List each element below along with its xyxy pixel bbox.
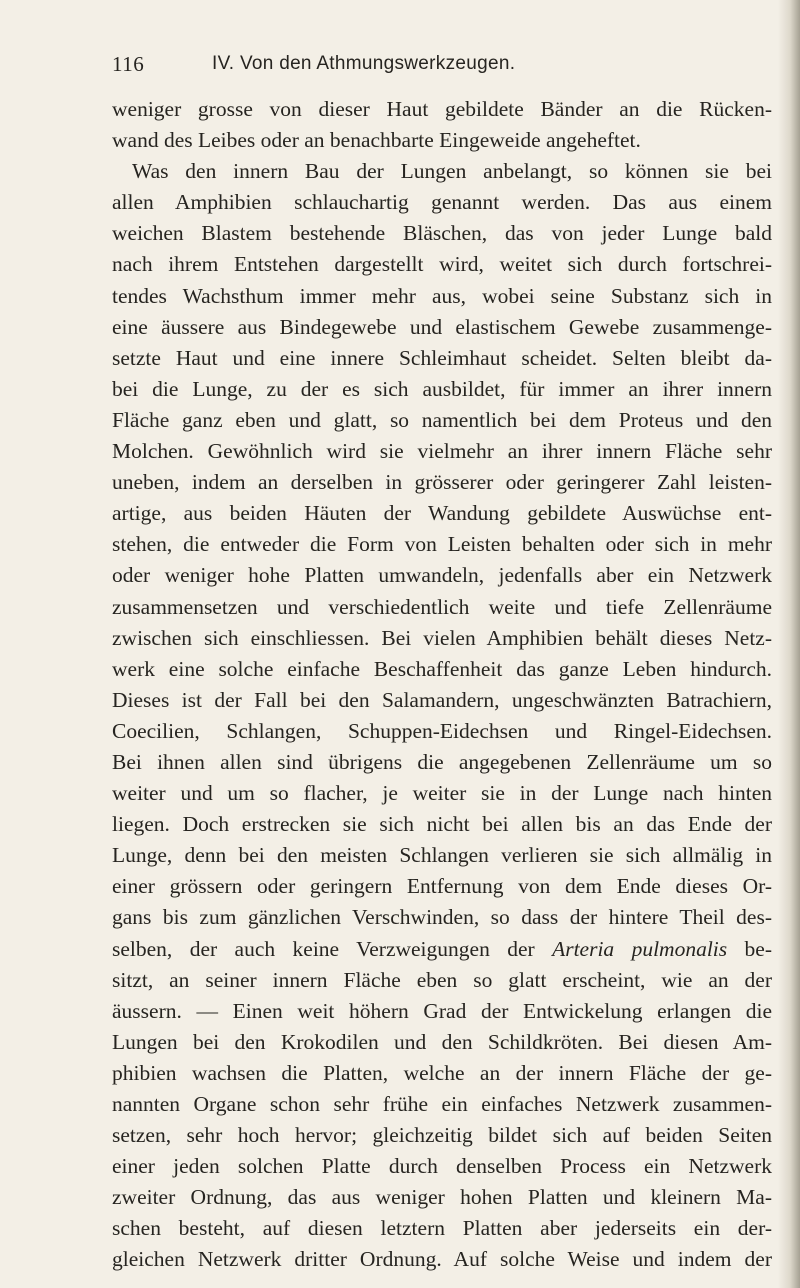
text-line: allen Amphibien schlauchartig genannt werden. Das aus einem bbox=[112, 190, 772, 215]
text-line: setzen, sehr hoch hervor; gleichzeitig bildet sich auf beiden Seiten bbox=[112, 1123, 772, 1148]
body-text bbox=[112, 94, 772, 1276]
text-line: stehen, die entweder die Form von Leisten behalten oder sich in mehr bbox=[112, 532, 772, 557]
text-line: Was den innern Bau der Lungen anbelangt, so können sie bei bbox=[132, 159, 772, 184]
text-line: Dieses ist der Fall bei den Salamandern, ungeschwänzten Batrachiern, bbox=[112, 687, 772, 712]
text-line: eine äussere aus Bindegewebe und elastischem Gewebe zusammenge- bbox=[112, 314, 772, 339]
text-line: bei die Lunge, zu der es sich ausbildet, für immer an ihrer innern bbox=[112, 376, 772, 401]
page-number: 116 bbox=[112, 52, 145, 76]
text-line: phibien wachsen die Platten, welche an der innern Fläche der ge- bbox=[112, 1060, 772, 1085]
text-line: Lunge, denn bei den meisten Schlangen verlieren sie sich allmälig in bbox=[112, 843, 772, 868]
text-segment: selben, der auch keine Verzweigungen der bbox=[112, 936, 553, 961]
text-line: Bei ihnen allen sind übrigens die angegebenen Zellenräume um so bbox=[112, 749, 772, 774]
text-line: gans bis zum gänzlichen Verschwinden, so dass der hintere Theil des- bbox=[112, 905, 772, 930]
text-line: weichen Blastem bestehende Bläschen, das von jeder Lunge bald bbox=[112, 221, 772, 246]
text-line: liegen. Doch erstrecken sie sich nicht bei allen bis an das Ende der bbox=[112, 812, 772, 837]
text-line: tendes Wachsthum immer mehr aus, wobei seine Substanz sich in bbox=[112, 283, 772, 308]
text-segment: be- bbox=[727, 936, 773, 961]
text-line: Molchen. Gewöhnlich wird sie vielmehr an ihrer innern Fläche sehr bbox=[112, 439, 772, 464]
text-line: zusammensetzen und verschiedentlich weite und tiefe Zellenräume bbox=[112, 594, 772, 619]
text-line: Lungen bei den Krokodilen und den Schildkröten. Bei diesen Am- bbox=[112, 1029, 772, 1054]
text-line: wand des Leibes oder an benachbarte Eingeweide angeheftet. bbox=[112, 128, 641, 153]
text-line: gleichen Netzwerk dritter Ordnung. Auf solche Weise und indem der bbox=[112, 1247, 772, 1272]
text-line: zwischen sich einschliessen. Bei vielen Amphibien behält dieses Netz- bbox=[112, 625, 772, 650]
text-line: nach ihrem Entstehen dargestellt wird, weitet sich durch fortschrei- bbox=[112, 252, 772, 277]
text-line: weniger grosse von dieser Haut gebildete Bänder an die Rücken- bbox=[112, 97, 772, 121]
text-line: uneben, indem an derselben in grösserer oder geringerer Zahl leisten- bbox=[112, 470, 772, 495]
text-line: nannten Organe schon sehr frühe ein einfaches Netzwerk zusammen- bbox=[112, 1092, 772, 1116]
text-line: Fläche ganz eben und glatt, so namentlich bei dem Proteus und den bbox=[112, 407, 772, 432]
text-line: sitzt, an seiner innern Fläche eben so glatt erscheint, wie an der bbox=[112, 967, 772, 992]
latin-term: Arteria pulmonalis bbox=[552, 936, 728, 961]
text-line: Coecilien, Schlangen, Schuppen-Eidechsen und Ringel-Eidechsen. bbox=[112, 718, 772, 743]
page-header bbox=[112, 48, 772, 80]
text-line: zweiter Ordnung, das aus weniger hohen Platten und kleinern Ma- bbox=[112, 1185, 772, 1210]
text-line: setzte Haut und eine innere Schleimhaut scheidet. Selten bleibt da- bbox=[112, 345, 772, 370]
text-line: einer jeden solchen Platte durch denselben Process ein Netzwerk bbox=[112, 1154, 772, 1179]
text-line: äussern. — Einen weit höhern Grad der Entwickelung erlangen die bbox=[112, 998, 772, 1023]
running-head: IV. Von den Athmungswerkzeugen. bbox=[212, 53, 516, 74]
text-line: artige, aus beiden Häuten der Wandung gebildete Auswüchse ent- bbox=[112, 501, 772, 526]
text-line: werk eine solche einfache Beschaffenheit das ganze Leben hindurch. bbox=[112, 656, 772, 681]
text-line: schen besteht, auf diesen letztern Platten aber jederseits ein der- bbox=[112, 1216, 772, 1241]
text-line: oder weniger hohe Platten umwandeln, jedenfalls aber ein Netzwerk bbox=[112, 563, 772, 588]
text-line-with-italic bbox=[112, 934, 772, 965]
text-line: einer grössern oder geringern Entfernung von dem Ende dieses Or- bbox=[112, 874, 772, 899]
text-line: weiter und um so flacher, je weiter sie in der Lunge nach hinten bbox=[112, 781, 772, 806]
page-edge-shadow bbox=[778, 0, 800, 1288]
